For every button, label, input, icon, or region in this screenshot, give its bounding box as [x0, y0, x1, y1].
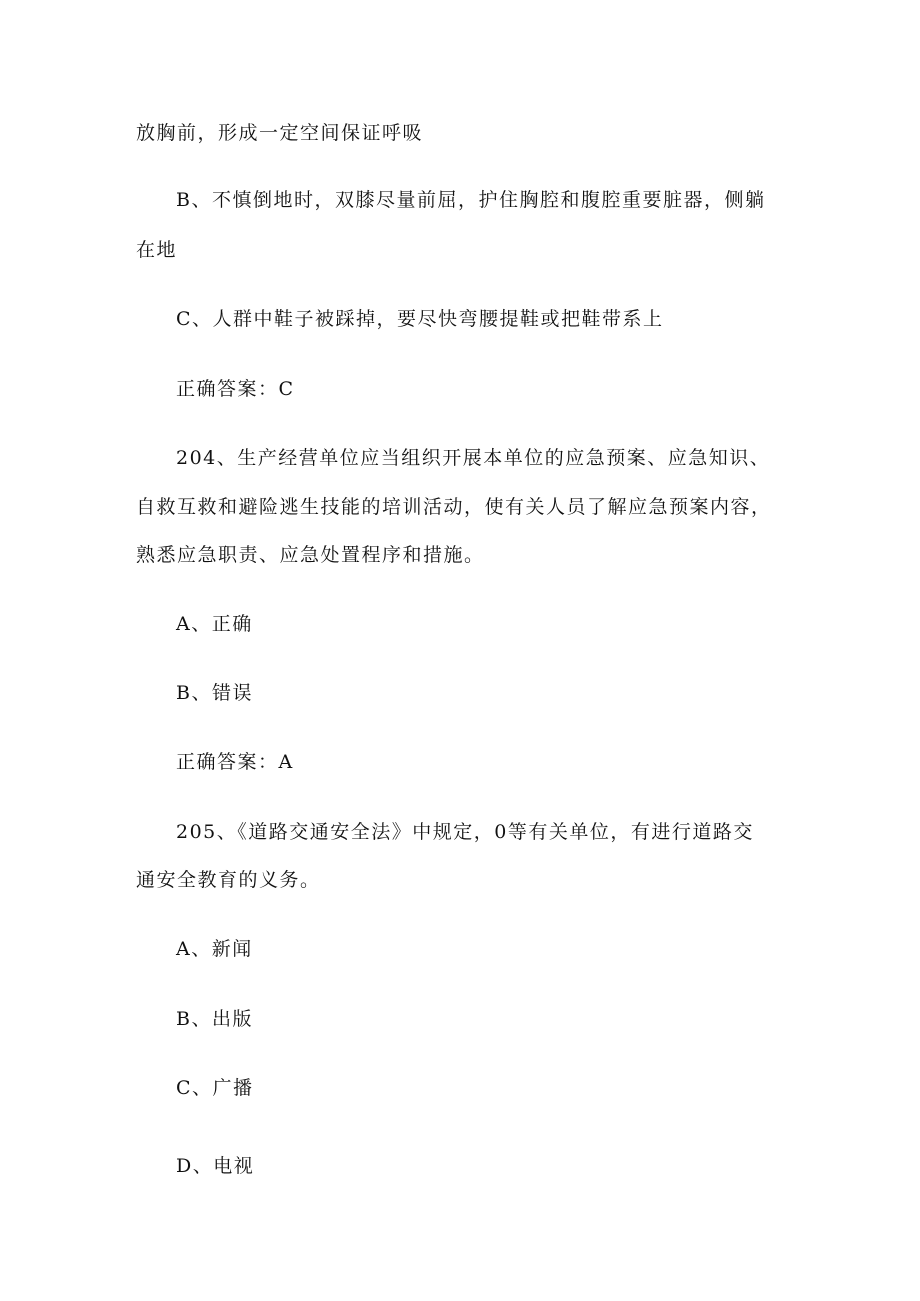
q204-option-a: A、正确 — [176, 613, 253, 635]
q205-option-a: A、新闻 — [176, 938, 253, 960]
q203-option-b-line1: B、不慎倒地时，双膝尽量前屈，护住胸腔和腹腔重要脏器，侧躺 — [176, 189, 766, 211]
q204-answer: 正确答案：A — [176, 751, 294, 773]
q205-option-c: C、广播 — [176, 1077, 254, 1099]
q205-option-b: B、出版 — [176, 1008, 253, 1030]
q205-option-d: D、电视 — [176, 1155, 255, 1177]
q203-option-c: C、人群中鞋子被踩掉，要尽快弯腰提鞋或把鞋带系上 — [176, 308, 664, 330]
q204-question-line1: 204、生产经营单位应当组织开展本单位的应急预案、应急知识、 — [176, 447, 771, 469]
q203-continuation-line: 放胸前，形成一定空间保证呼吸 — [136, 122, 424, 144]
q205-question-line1: 205、《道路交通安全法》中规定，0等有关单位，有进行道路交 — [176, 821, 754, 843]
q205-question-line2: 通安全教育的义务。 — [136, 869, 321, 891]
q204-question-line3: 熟悉应急职责、应急处置程序和措施。 — [136, 544, 485, 566]
q203-option-b-line2: 在地 — [136, 239, 178, 261]
q204-question-line2: 自救互救和避险逃生技能的培训活动，使有关人员了解应急预案内容， — [136, 496, 772, 518]
q204-option-b: B、错误 — [176, 682, 253, 704]
q203-answer: 正确答案：C — [176, 378, 295, 400]
